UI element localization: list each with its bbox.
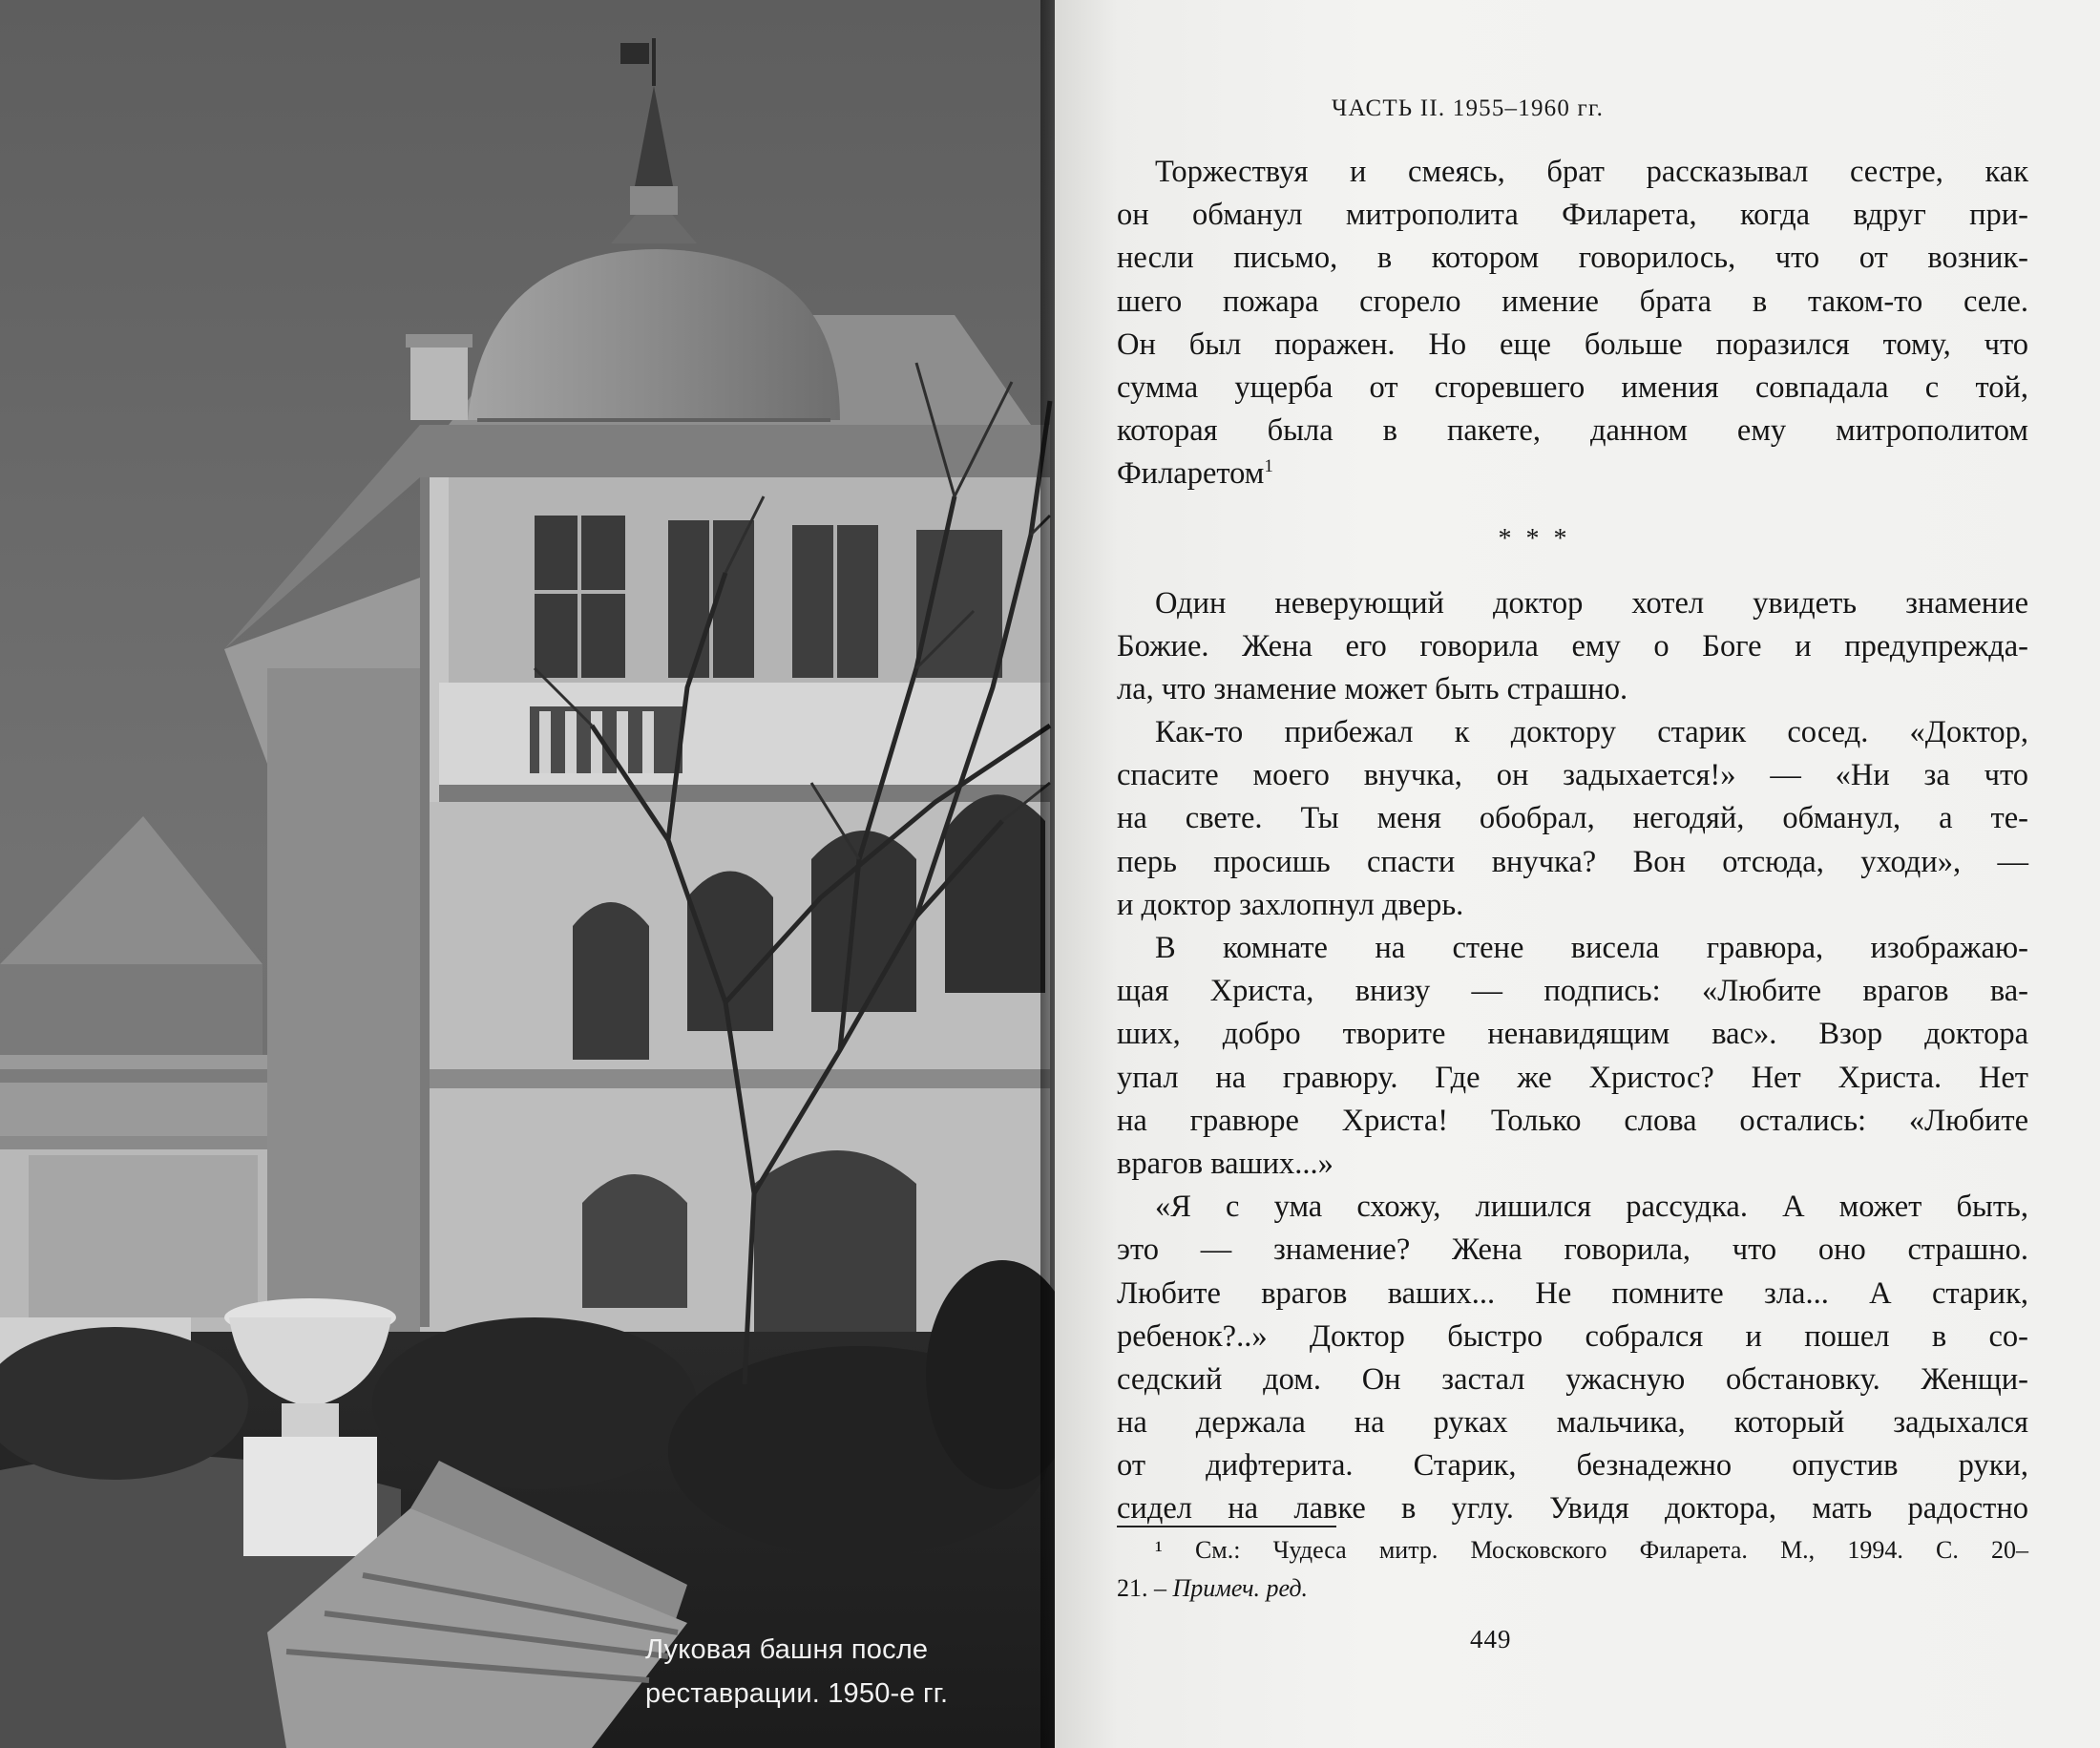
body-text [1117,151,2028,1531]
text-line: перь просишь спасти внучка? Вон отсюда, уходи», — [1117,844,2028,879]
text-line: Любите врагов ваших... Не помните зла... А старик, [1117,1275,2028,1311]
text-line: которая была в пакете, данном ему митрополитом [1117,413,2028,449]
footnote-line-2 [1117,1569,2028,1608]
text-line: ребенок?..» Доктор быстро собрался и пошел в со- [1117,1318,2028,1354]
text-line: Один неверующий доктор хотел увидеть знамение [1155,585,2028,621]
caption-line-1: Луковая башня после [645,1634,929,1665]
text-line: на держала на руках мальчика, который задыхался [1117,1405,2028,1441]
text-line: В комнате на стене висела гравюра, изображаю- [1155,931,2028,965]
text-line: Он был поражен. Но еще больше поразился тому, что [1117,326,2028,362]
text-line-with-footnote [1117,453,2028,495]
text-line: Торжествуя и смеясь, брат рассказывал сестре, как [1155,155,2028,189]
text-page [1055,0,2100,1748]
footnote [1117,1531,2028,1608]
text-line: на гравюре Христа! Только слова остались: «Любите [1117,1103,2028,1138]
text-line: «Я с ума схожу, лишился рассудка. А может быть, [1155,1190,2028,1225]
section-separator: * * * [1498,523,1571,554]
caption-line-2: реставрации. 1950-е гг. [645,1678,949,1709]
text-line: и доктор захлопнул дверь. [1117,887,1464,922]
footnote-editor-note: Примеч. ред. [1172,1574,1309,1602]
text-line: ла, что знамение может быть страшно. [1117,671,1628,706]
text-line: упал на гравюру. Где же Христос? Нет Христа. Нет [1117,1060,2028,1095]
text-line: седский дом. Он застал ужасную обстановку. Женщи- [1117,1361,2028,1397]
text-line: ших, добро творите ненавидящим вас». Взор доктора [1117,1017,2028,1052]
footnote-mark: 1 [1264,456,1273,477]
text-line: врагов ваших...» [1117,1146,1334,1181]
text-line: сидел на лавке в углу. Увидя доктора, мать радостно [1117,1491,2028,1527]
text-line: щая Христа, внизу — подпись: «Любите врагов ва- [1117,974,2028,1009]
text-line: сумма ущерба от сгоревшего имения совпадала с той, [1117,369,2028,405]
text-line: Божие. Жена его говорила ему о Боге и предупрежда- [1117,628,2028,663]
page-number: 449 [1470,1625,1512,1653]
photo-caption [645,1628,960,1716]
running-head: ЧАСТЬ II. 1955–1960 гг. [1332,95,1605,121]
text-line: это — знамение? Жена говорила, что оно страшно. [1117,1232,2028,1268]
text-line: несли письмо, в котором говорилось, что от возник- [1117,241,2028,276]
text-line: спасите моего внучка, он задыхается!» — «Ни за что [1117,758,2028,793]
footnote-rule [1117,1526,1336,1527]
footnote-text: 21. – [1117,1574,1173,1602]
text-line-content: Филаретом [1117,456,1265,492]
text-line: Как-то прибежал к доктору старик сосед. «Доктор, [1155,715,2028,750]
text-line: он обманул митрополита Филарета, когда вдруг при- [1117,198,2028,233]
text-line: от дифтерита. Старик, безнадежно опустив руки, [1117,1448,2028,1484]
footnote-line-1: ¹ См.: Чудеса митр. Московского Филарета. М., 1994. С. 20– [1155,1536,2028,1564]
text-line: на свете. Ты меня обобрал, негодяй, обманул, а те- [1117,801,2028,836]
text-line: шего пожара сгорело имение брата в таком-то селе. [1117,284,2028,319]
